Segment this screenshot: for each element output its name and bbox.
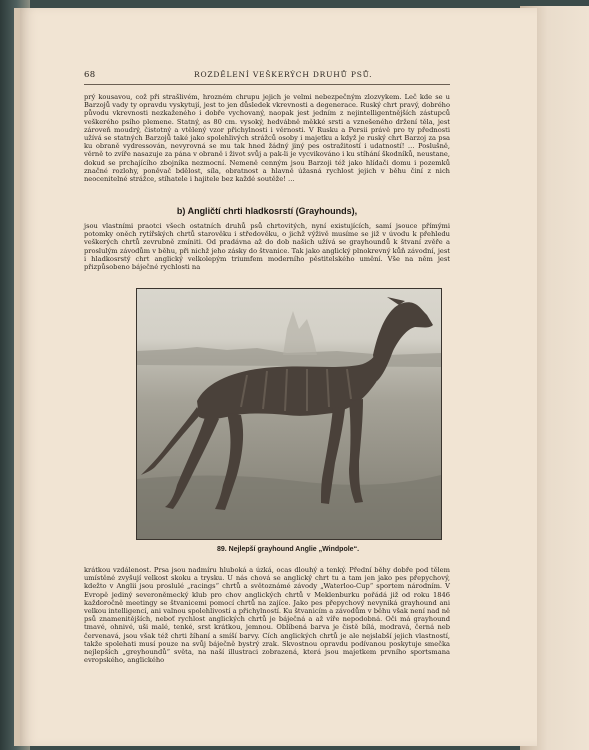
greyhound-photo <box>136 288 442 540</box>
section-heading: b) Angličtí chrti hladkosrstí (Grayhounds), <box>176 206 358 216</box>
page-number: 68 <box>84 70 96 80</box>
distant-tree <box>283 311 317 355</box>
greyhound-illustration <box>137 289 441 539</box>
paragraph-mid: jsou vlastními praotci všech ostatních druhů psů chrtovitých, nyní existujících, samí jsouce přímými potomky oněch rytířských chrtů starověku i středověku, o jichž výživě musíme se již v úvodu k přehledu veškerých chrtů zevrubně zmíniti. Od pradávna až do dob našich užívá se grayhoundů k štvaní zvěře a proslulým závodům v běhu, při nichž jeho zásky do štvanice. Tak jako anglický plnokrevný kůň závodní, jest i hladkosrstý chrt anglický velkolepým triumfem moderního pěstitelského umění. Vše na něm jest přizpůsobeno báječné rychlosti na <box>84 222 450 272</box>
figure-caption: 89. Nejlepší grayhound Anglie „Windpole“. <box>216 546 360 553</box>
paragraph-top: prý kousavou, což při strašlivém, hrozném chrupu jejich je velmi nebezpečným zlozvykem. Leč kde se u Barzojů vady ty opravdu vyskytují, jest to jen důsledek vkrevnosti a degenerace. Ruský chrt pravý, dobrého původu vkrevnosti nezkaženého i dobře vychovaný, naopak jest jedním z nejintelligentnějších zástupců veškerého psího plemene. Statný, as 80 cm. vysoký, hedvábně měkké srsti a vznešeného držení těla, jest zároveň moudrý, čistotný a vtělený vzor přichylnosti i věrnosti. V Rusku a Persii právě pro ty přednosti užívá se statných Barzojů také jako spolehlivých strážců osoby i majetku a když je ruský chrt Barzoj za psa ku obraně vydressován, nevyrovná se mu tak hned žádný jiný pes ostražitostí i udatností! … Poslušně, věrně to zvíře nasazuje za pána v obraně i život svůj a pak-li je vycvikováno i ku stíhání škodníků, neustane, dokud se prchajícího zbojníka nezmocní. Nemeně cenným jsou Barzoji též jako hlídači domu i pozemků značné rozlohy, poněvač bdělost, síla, obratnost a hlavně úžasná rychlost jejich v běhu činí z nich neocenitelné strážce, stíhatele i hajitele bez každé soutěže! … <box>84 93 450 184</box>
running-title: ROZDĚLENÍ VEŠKERÝCH DRUHŮ PSŮ. <box>194 70 373 79</box>
header-rule <box>84 84 450 85</box>
page-header <box>84 68 450 84</box>
paragraph-bottom: krátkou vzdálenost. Prsa jsou nadmíru hluboká a úzká, ocas dlouhý a tenký. Přední běhy dobře pod tělem umístěné zvyšují velkost skoku a trysku. U nás chová se anglický chrt tu a tam jen jako pes přepychový, kdežto v Anglii jsou proslulé „racings“ chrtů a světoznámé závody „Waterloo-Cup“ sportem národním. V Evropě jediný severoněmecký klub pro chov anglických chrtů v Meklenburku pořádá již od roku 1846 každoročně meetingy se štvanicemi pomocí chrtů na zajíce. Jako pes přepychový nevyniká grayhound ani velkou intelligencí, ani valnou spolehlivostí a přichylností. Ku štvanicím a závodům v běhu však není nad ně psů znamenitějších, neboť rychlost anglických chrtů je báječná a až víře nepodobná. Oči má grayhound tmavé, ohnivé, uši malé, tenké, srst krátkou, jemnou. Oblíbená barva je čistě bílá, modravá, černá neb červenavá, jsou však též chrti žíhaní a smíší barvy. Cích anglických chrtů je ale nejslabší jejich vlastností, takže spolehati musí pouze na svůj báječně bystrý zrak. Skvostnou opravdu podívanou poskytuje smečka nejlepších „greyhoundů“ světa, na naší illustraci zobrazená, která jsou majetkem prvního sportsmana evropského, anglického <box>84 566 450 665</box>
greyhound-figure <box>141 297 433 510</box>
